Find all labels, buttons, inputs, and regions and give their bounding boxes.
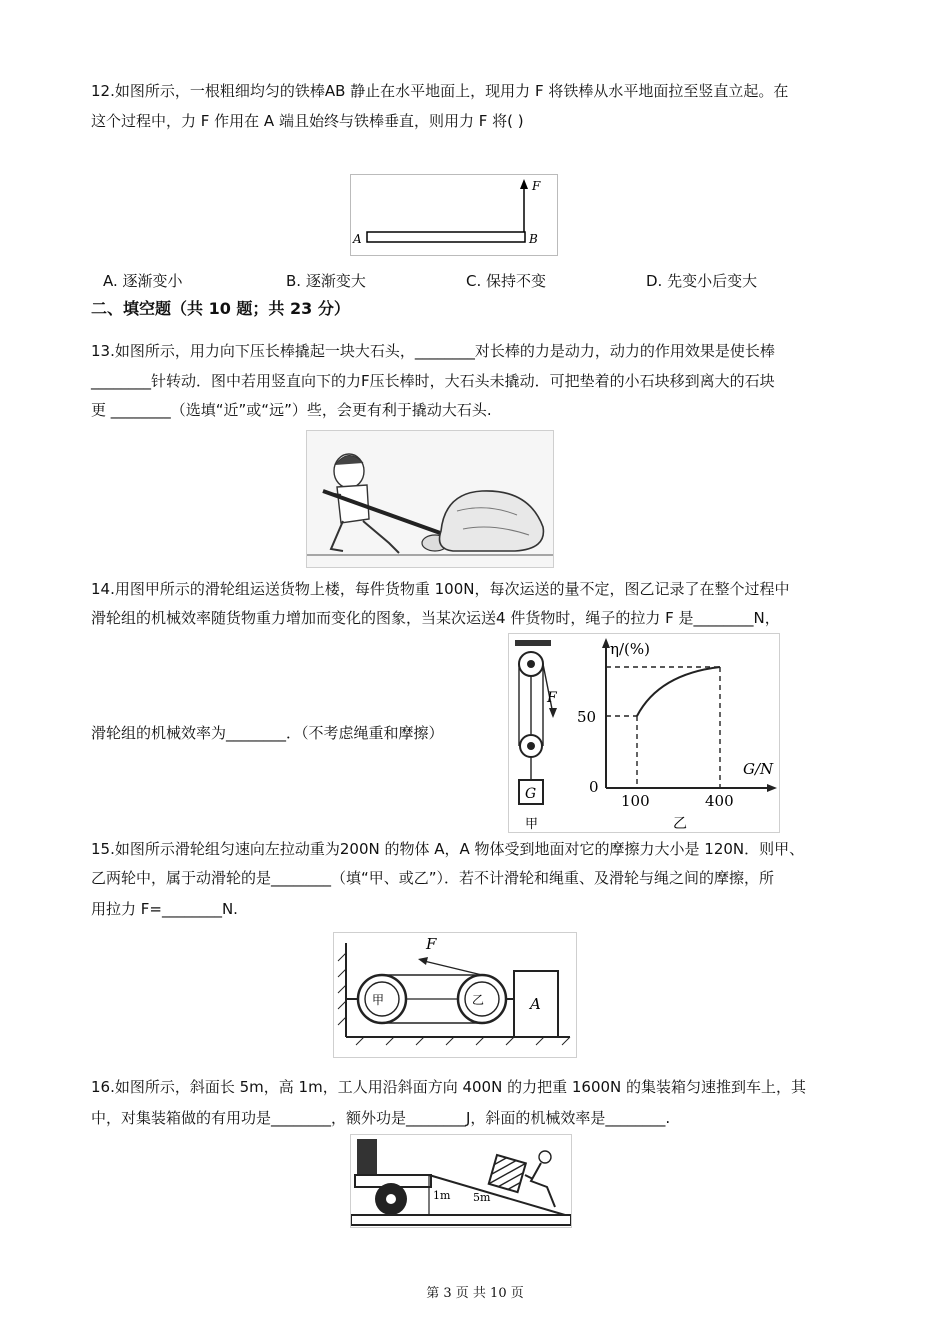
label-f: F [547,690,557,706]
q12-option-c[interactable]: C. 保持不变 [466,272,547,290]
q15-line3: 用拉力 F=________N. [91,900,238,918]
pull-rope [424,961,482,975]
q14-line2: 滑轮组的机械效率随货物重力增加而变化的图象，当某次运送4 件货物时，绳子的拉力 F 是________N， [91,609,780,627]
efficiency-curve [637,667,720,716]
q12-line1: 12.如图所示，一根粗细均匀的铁棒AB 静止在水平地面上，现用力 F 将铁棒从水平地面拉至竖直立起。在 [91,82,789,100]
tick-100: 100 [621,792,650,810]
q12-figure [350,174,558,256]
tick-400: 400 [705,792,734,810]
q15-figure [333,932,577,1058]
label-f: F [532,179,541,193]
label-jia: 甲 [525,817,539,832]
label-yi: 乙 [673,816,687,832]
q13-line1: 13.如图所示，用力向下压长棒撬起一块大石头，________对长棒的力是动力，动力的作用效果是使长棒 [91,342,775,360]
label-a: A [530,995,541,1013]
pull-rope [543,664,553,714]
x-axis-label: G/N [743,760,774,778]
worker-body [525,1163,555,1207]
q14-line3: 滑轮组的机械效率为________．（不考虑绳重和摩擦） [91,724,444,742]
q12-option-d[interactable]: D. 先变小后变大 [646,272,758,290]
q15-line1: 15.如图所示滑轮组匀速向左拉动重为200N 的物体 A，A 物体受到地面对它的摩擦力大小是 120N．则甲、 [91,840,805,858]
q16-line2: 中，对集装箱做的有用功是________，额外功是________J，斜面的机械效率是________. [91,1109,671,1127]
q14-line1: 14.用图甲所示的滑轮组运送货物上楼，每件货物重 100N，每次运送的量不定，图乙记录了在整个过程中 [91,580,790,598]
q16-figure [350,1134,572,1228]
section-title: 二、填空题（共 10 题；共 23 分） [91,299,350,318]
truck-cargo [357,1139,377,1175]
q12-line2: 这个过程中，力 F 作用在 A 端且始终与铁棒垂直，则用力 F 将( ) [91,112,524,130]
label-height: 1m [433,1189,451,1202]
tick-50: 50 [577,708,597,726]
q13-line3: 更 ________（选填“近”或“远”）些，会更有利于撬动大石头. [91,401,492,419]
q16-line1: 16.如图所示，斜面长 5m，高 1m，工人用沿斜面方向 400N 的力把重 1600N 的集装箱匀速推到车上，其 [91,1078,807,1096]
container-box [489,1155,526,1192]
force-arrow-head [520,179,528,189]
tick-0: 0 [589,778,599,796]
y-axis-label: η/(%) [610,640,650,658]
label-a: A [353,232,362,246]
label-f: F [426,935,437,953]
label-length: 5m [473,1191,491,1204]
worker-head [539,1151,551,1163]
iron-bar [367,232,525,242]
page-footer: 第 3 页 共 10 页 [426,1286,524,1301]
ground [351,1215,571,1225]
q13-line2: ________针转动．图中若用竖直向下的力F压长棒时，大石头未撬动．可把垫着的小石块移到离大的石块 [91,372,775,390]
q14-figure [508,633,780,833]
ceiling [515,640,551,646]
label-yi: 乙 [472,993,485,1007]
q12-option-a[interactable]: A. 逐渐变小 [103,272,183,290]
q13-figure [306,430,554,568]
label-b: B [529,232,538,246]
q12-option-b[interactable]: B. 逐渐变大 [286,272,366,290]
label-g: G [525,786,537,802]
q15-line2: 乙两轮中，属于动滑轮的是________（填“甲、或乙”）．若不计滑轮和绳重、及滑轮与绳之间的摩擦，所 [91,869,775,887]
label-jia: 甲 [372,993,385,1007]
